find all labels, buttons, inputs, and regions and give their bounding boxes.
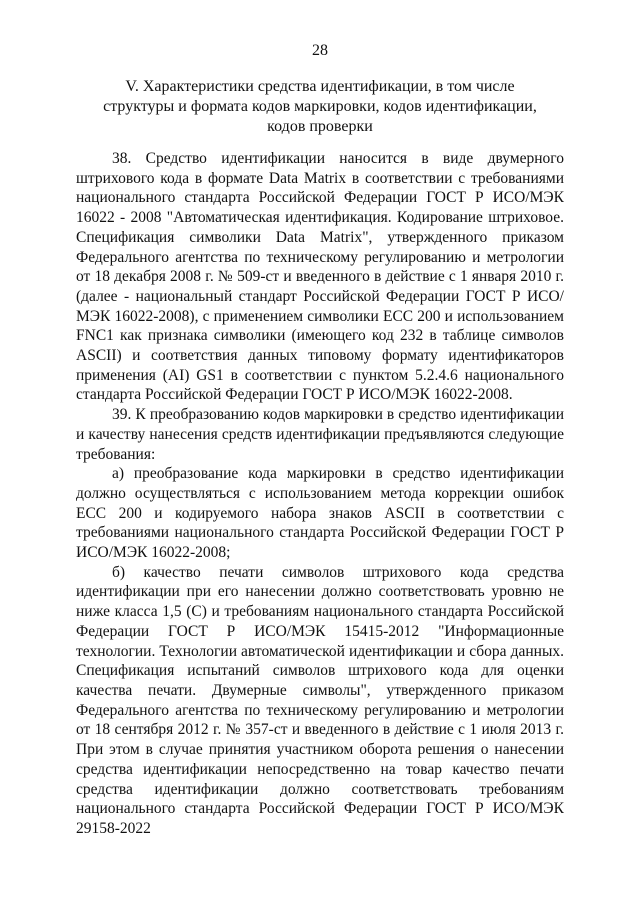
section-heading-line-2: структуры и формата кодов маркировки, кодов идентификации,: [103, 98, 537, 115]
paragraph-38: 38. Средство идентификации наносится в виде двумерного штрихового кода в формате Data Matrix в соответствии с требованиями национального стандарта Российской Федерации ГОСТ Р ИСО/МЭК 16022 - 2008 "Автоматическая идентификация. Кодирование штриховое. Спецификация символики Data Matrix", утвержденного приказом Федерального агентства по техническому регулированию и метрологии от 18 декабря 2008 г. № 509-ст и введенного в действие с 1 января 2010 г. (далее - национальный стандарт Российской Федерации ГОСТ Р ИСО/МЭК 16022-2008), с применением символики ECC 200 и использованием FNC1 как признака символики (имеющего код 232 в таблице символов ASCII) и соответствия данных типовому формату идентификаторов применения (AI) GS1 в соответствии с пунктом 5.2.4.6 национального стандарта Российской Федерации ГОСТ Р ИСО/МЭК 16022-2008.: [76, 150, 564, 404]
document-body: [76, 149, 564, 839]
paragraph-39-b: б) качество печати символов штрихового кода средства идентификации при его нанесении должно соответствовать уровню не ниже класса 1,5 (C) и требованиям национального стандарта Российской Федерации ГОСТ Р ИСО/МЭК 15415-2012 "Информационные технологии. Технологии автоматической идентификации и сбора данных. Спецификация испытаний символов штрихового кода для оценки качества печати. Двумерные символы", утвержденного приказом Федерального агентства по техническому регулированию и метрологии от 18 сентября 2012 г. № 357-ст и введенного в действие с 1 июля 2013 г. При этом в случае принятия участником оборота решения о нанесении средства идентификации непосредственно на товар качество печати средства идентификации должно соответствовать требованиям национального стандарта Российской Федерации ГОСТ Р ИСО/МЭК 29158-2022: [76, 563, 564, 837]
section-heading: [80, 77, 560, 137]
paragraph-39-a: а) преобразование кода маркировки в средство идентификации должно осуществляться с использованием метода коррекции ошибок ECC 200 и кодируемого набора знаков ASCII в соответствии с требованиями национального стандарта Российской Федерации ГОСТ Р ИСО/МЭК 16022-2008;: [76, 465, 564, 562]
section-heading-line-1: V. Характеристики средства идентификации, в том числе: [125, 78, 515, 95]
page-number: 28: [312, 42, 328, 59]
section-heading-line-3: кодов проверки: [267, 118, 373, 135]
paragraph-39: 39. К преобразованию кодов маркировки в средство идентификации и качеству нанесения средств идентификации предъявляются следующие требования:: [76, 406, 564, 463]
